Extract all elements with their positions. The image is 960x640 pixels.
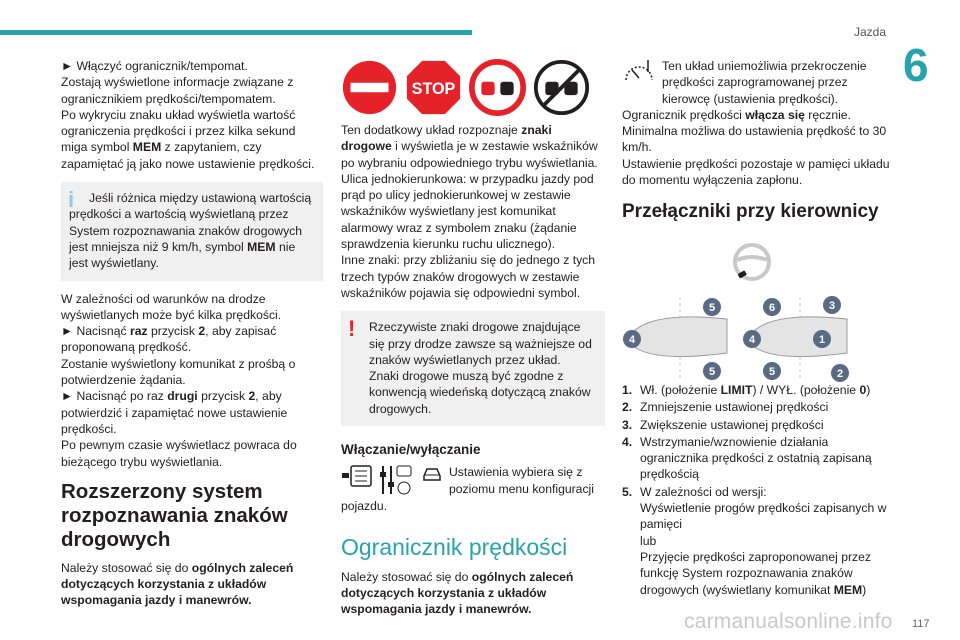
chapter-number: 6: [903, 39, 929, 91]
watermark: carmanualsonline.info: [684, 610, 893, 633]
onoff-tail: pojazdu.: [341, 499, 388, 514]
svg-text:2: 2: [836, 367, 844, 380]
top-accent-bar: [0, 30, 472, 35]
column-2: [341, 58, 605, 618]
svg-text:STOP: STOP: [411, 79, 456, 98]
column-1: [61, 58, 323, 609]
heading-steering-controls: Przełączniki przy kierownicy: [622, 201, 879, 223]
paragraph-enable-limiter: ► Włączyć ogranicznik/tempomat. Zostają wyświetlone informacje związane z ogranicznikiem prędkości/tempomatem. Po wykryciu znaku układ wyświetla wartość ograniczenia prędkości i przez kilka sekund miga symbol MEM z zapytaniem, czy zapamiętać ją jako nowe ustawienie prędkości.: [61, 59, 315, 171]
list-item: 2. Zmniejszenie ustawionej prędkości: [622, 400, 829, 415]
vehicle-settings-menu-icon: [341, 464, 373, 488]
settings-icons-row: Ustawienia wybiera się z poziomu menu konfiguracji: [341, 464, 605, 498]
controls-list: [622, 382, 890, 599]
heading-extended-sign-recognition: Rozszerzony system rozpoznawania znaków drogowych: [61, 479, 288, 551]
reference-recommendations: Należy stosować się do ogólnych zaleceń dotyczących korzystania z układów wspomagania jazdy i manewrów.: [61, 560, 294, 608]
section-title: Jazda: [853, 25, 886, 39]
speed-limiter-gauge-icon: [622, 58, 656, 86]
end-no-overtaking-sign-icon: [533, 59, 590, 116]
paragraph-sign-recognition: Ten dodatkowy układ rozpoznaje znaki drogowe i wyświetla je w zestawie wskaźników po wybraniu odpowiedniego trybu wyświetlania. Ulica jednokierunkowa: w przypadku jazdy pod prąd po ulicy jednokierunkowej w zestawie wskaźników wyświetlany jest komunikat alarmowy wraz z symbolem znaku (żądanie sprawdzenia kierunku ruchu ulicznego). Inne znaki: przy zbliżaniu się do jednego z tych trzech typów znaków drogowych w zestawie wskaźników pojawia się odpowiedni symbol.: [341, 123, 598, 300]
heading-on-off: Włączanie/wyłączanie: [341, 442, 481, 458]
svg-text:5: 5: [708, 301, 716, 314]
road-signs-row: [341, 58, 605, 116]
svg-text:5: 5: [708, 365, 716, 378]
info-icon: i: [68, 187, 75, 213]
svg-text:4: 4: [748, 333, 756, 346]
limiter-lead: Ten układ uniemożliwia przekroczenie prędkości zaprogramowanej przez kierowcę (ustawienia prędkości).: [622, 58, 890, 107]
no-entry-sign-icon: [341, 59, 398, 116]
settings-sliders-icon: [379, 464, 415, 498]
paragraph-save-speed: W zależności od warunków na drodze wyświetlanych może być kilka prędkości. ► Nacisnąć raz przycisk 2, aby zapisać proponowaną prędkość. Zostanie wyświetlony komunikat z prośbą o potwierdzenie żądania. ► Nacisnąć po raz drugi przycisk 2, aby potwierdzić i zapamiętać nowe ustawienie prędkości. Po pewnym czasie wyświetlacz powraca do bieżącego trybu wyświetlania.: [61, 291, 297, 469]
column-3: [622, 58, 890, 397]
list-item: 5. W zależności od wersji: Wyświetlenie progów prędkości zapisanych w pamięci lub Przyjęcie prędkości zaproponowanej przez funkcję System rozpoznawania znaków drogowych (wyświetlany komunikat MEM): [622, 484, 887, 597]
reference-recommendations-2: Należy stosować się do ogólnych zaleceń dotyczących korzystania z układów wspomagania jazdy i manewrów.: [341, 569, 574, 617]
list-item: 1. Wł. (położenie LIMIT) / WYŁ. (położenie 0): [622, 383, 871, 397]
svg-text:5: 5: [768, 365, 776, 378]
paragraph-limiter-info: Ogranicznik prędkości włącza się ręcznie. Minimalna możliwa do ustawienia prędkość to 30 km/h. Ustawienie prędkości pozostaje w pamięci układu do momentu wyłączenia zapłonu.: [622, 107, 890, 188]
svg-text:1: 1: [818, 333, 826, 346]
stop-sign-icon: [405, 59, 462, 116]
list-item: 3. Zwiększenie ustawionej prędkości: [622, 417, 824, 432]
car-icon: [421, 464, 443, 484]
info-note: i Jeśli różnica między ustawioną wartością prędkości a wartością wyświetlaną przez System rozpoznawania znaków drogowych jest mniejsza niż 9 km/h, symbol MEM nie jest wyświetlany.: [61, 182, 323, 280]
steering-wheel-icon: [732, 242, 772, 282]
heading-speed-limiter: Ogranicznik prędkości: [341, 533, 568, 560]
warning-icon: !: [348, 316, 356, 342]
list-item: 4. Wstrzymanie/wznowienie działania ogranicznika prędkości z ostatnią zapisaną prędkością: [622, 434, 872, 482]
steering-stalks-diagram: [622, 293, 862, 385]
page-number: 117: [912, 618, 930, 630]
warning-note: ! Rzeczywiste znaki drogowe znajdujące się przy drodze zawsze są ważniejsze od znaków wyświetlanych przez układ. Znaki drogowe muszą być zgodne z konwencją wiedeńską dotyczącą znaków drogowych.: [341, 311, 605, 426]
svg-text:6: 6: [768, 301, 776, 314]
svg-text:4: 4: [628, 333, 636, 346]
svg-text:3: 3: [828, 299, 836, 312]
no-overtaking-sign-icon: [469, 59, 526, 116]
